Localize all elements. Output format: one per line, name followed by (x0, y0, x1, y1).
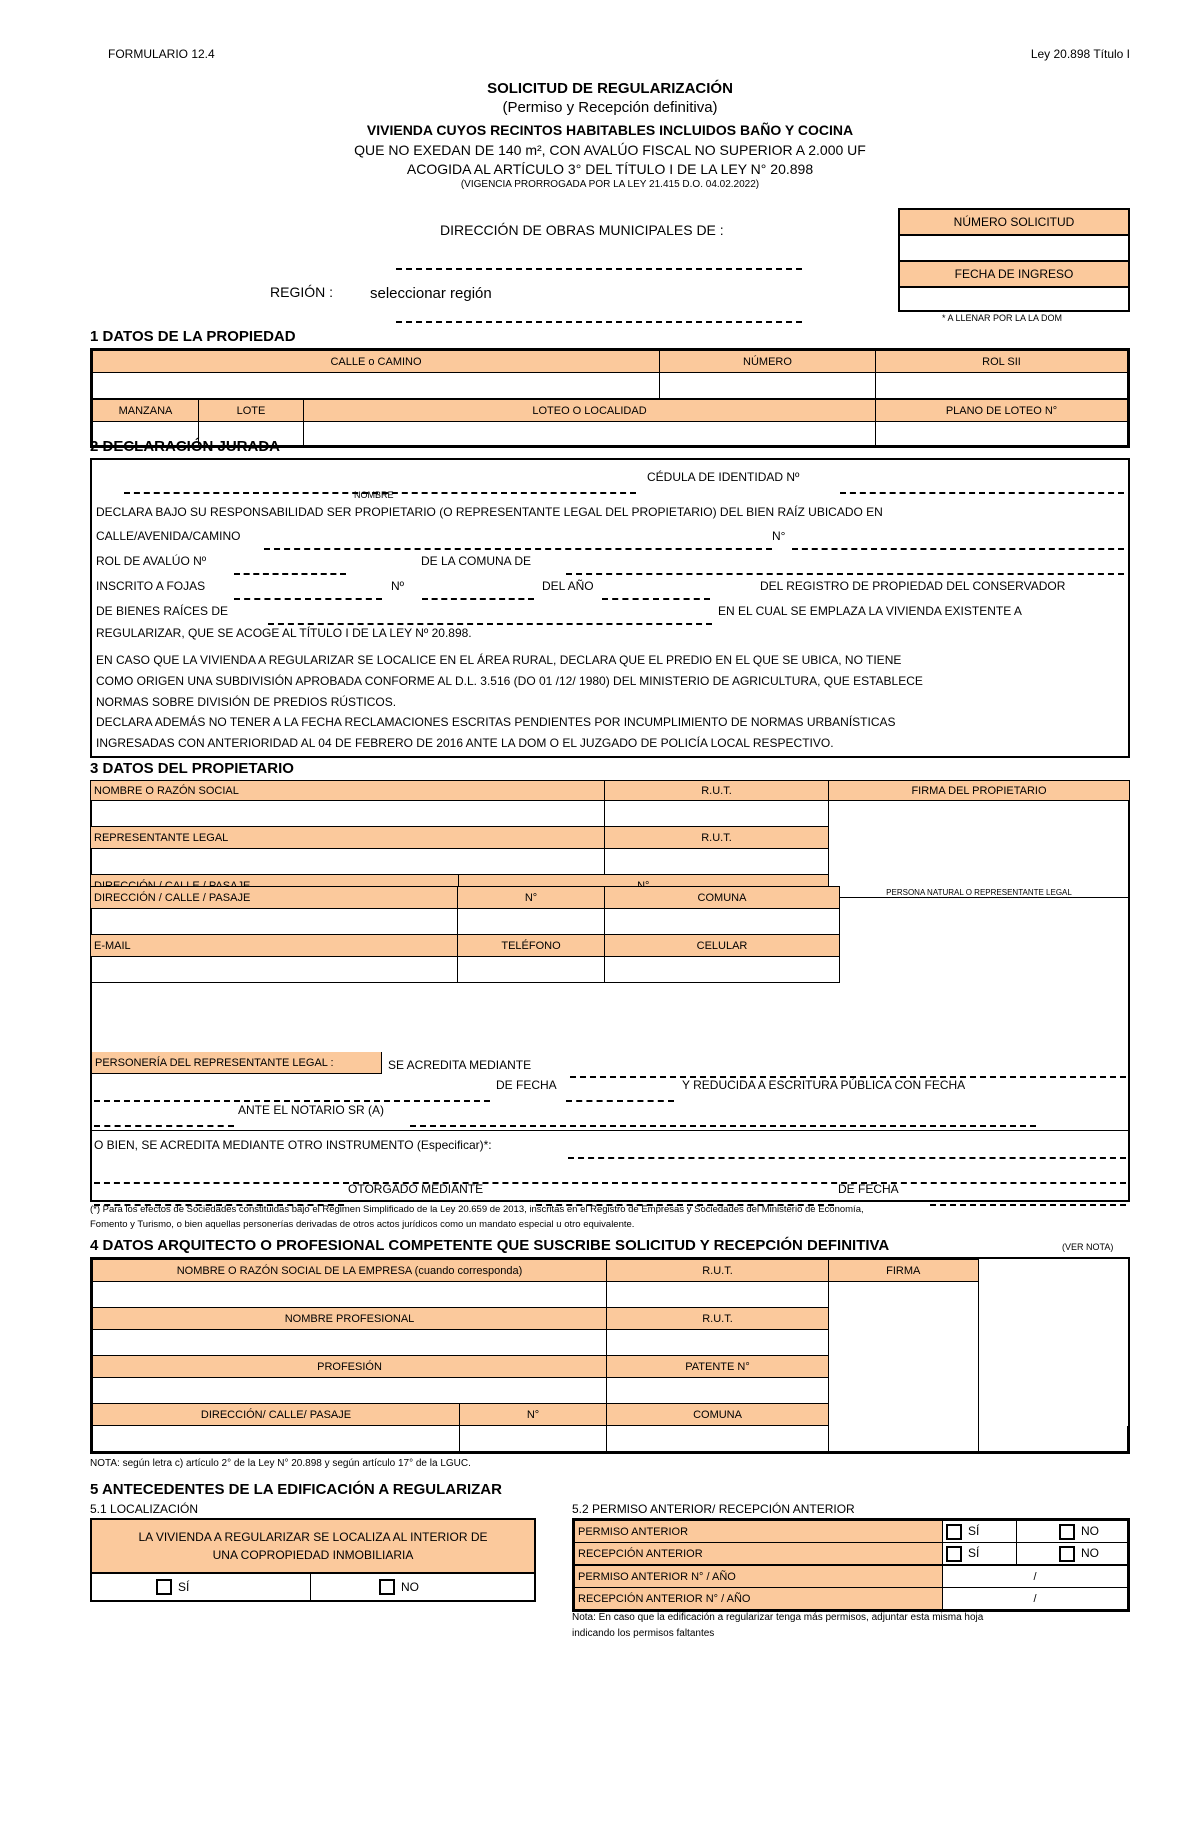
permiso-box (572, 1518, 1130, 1612)
celular-header: CELULAR (605, 935, 840, 957)
fojas-line[interactable] (234, 586, 382, 600)
personeria-doc-line[interactable] (94, 1088, 490, 1102)
inscrito-no-label: Nº (391, 579, 405, 593)
numero-field[interactable] (660, 373, 876, 399)
rural-line-1: EN CASO QUE LA VIVIENDA A REGULARIZAR SE LOCALICE EN EL ÁREA RURAL, DECLARA QUE EL PREDIO EN EL QUE SE UBICA, NO TIENE (96, 653, 902, 667)
nombre-label: NOMBRE (354, 490, 394, 500)
dj-no-label: N° (772, 529, 786, 543)
numero-solicitud-field[interactable] (900, 236, 1128, 262)
calle-label: CALLE/AVENIDA/CAMINO (96, 529, 241, 543)
numero-header: NÚMERO (660, 351, 876, 373)
owner-note-line-1: (*) Para los efectos de Sociedades constituidas bajo el Régimen Simplificado de la Ley 20.659 de 2013, inscritas en el Registro de Empresas y Sociedades del Ministerio de Economía, (90, 1204, 864, 1215)
localizacion-si-label: SÍ (178, 1580, 190, 1594)
permiso-slash: / (1033, 1570, 1037, 1583)
permiso-note (572, 1610, 983, 1642)
repr-rut-header: R.U.T. (605, 827, 829, 849)
obien-line[interactable] (568, 1145, 1126, 1159)
anio-label: DEL AÑO (542, 579, 594, 593)
section-5-title: 5 ANTECEDENTES DE LA EDIFICACIÓN A REGULARIZAR (90, 1481, 502, 1498)
section-2-title: 2 DECLARACIÓN JURADA (90, 438, 281, 455)
regularizar-text: REGULARIZAR, QUE SE ACOGE AL TÍTULO I DE LA LEY Nº 20.898. (96, 626, 472, 640)
title-block (90, 80, 1130, 190)
localizacion-no-checkbox[interactable] (379, 1579, 395, 1595)
section-3-title: 3 DATOS DEL PROPIETARIO (90, 760, 294, 777)
dir-comuna-field[interactable] (605, 909, 840, 935)
telefono-field[interactable] (458, 957, 605, 983)
dom-label: DIRECCIÓN DE OBRAS MUNICIPALES DE : (440, 222, 724, 238)
escritura-fecha-line[interactable] (94, 1113, 234, 1127)
localizacion-no-label: NO (401, 1580, 419, 1594)
title-line-4: QUE NO EXEDAN DE 140 m², CON AVALÚO FISCAL NO SUPERIOR A 2.000 UF (354, 142, 866, 158)
permiso-si-checkbox[interactable] (946, 1524, 962, 1540)
title-line-3: VIVIENDA CUYOS RECINTOS HABITABLES INCLUIDOS BAÑO Y COCINA (366, 122, 854, 138)
acredita-label: SE ACREDITA MEDIANTE (388, 1058, 532, 1072)
recepcion-si-option[interactable] (943, 1543, 1017, 1565)
architect-note: NOTA: según letra c) artículo 2° de la Ley N° 20.898 y según artículo 17° de la LGUC. (90, 1458, 471, 1469)
acredita-line[interactable] (570, 1064, 1126, 1078)
bienes-label: DE BIENES RAÍCES DE (96, 604, 229, 618)
reclamaciones-line-2: INGRESADAS CON ANTERIORIDAD AL 04 DE FEBRERO DE 2016 ANTE LA DOM O EL JUZGADO DE POLICÍA LOCAL RESPECTIVO. (96, 736, 834, 750)
cedula-line[interactable] (840, 480, 1124, 494)
obien-label: O BIEN, SE ACREDITA MEDIANTE OTRO INSTRUMENTO (Especificar)*: (94, 1138, 492, 1152)
dir-no-header: N° (458, 887, 605, 909)
calle-header: CALLE o CAMINO (93, 351, 660, 373)
inscrito-label: INSCRITO A FOJAS (96, 579, 206, 593)
owner-firma-field[interactable] (829, 801, 1130, 898)
permiso-si-option[interactable] (943, 1521, 1017, 1543)
recepcion-si-label: SÍ (968, 1545, 980, 1560)
fecha-ingreso-label: FECHA DE INGRESO (900, 262, 1128, 288)
owner-nombre-field[interactable] (91, 801, 605, 827)
arch-firma-field[interactable] (829, 1282, 978, 1452)
recepcion-numero-label: RECEPCIÓN ANTERIOR N° / AÑO (575, 1588, 943, 1610)
divider (92, 1130, 1128, 1131)
permiso-no-option[interactable] (1017, 1521, 1128, 1543)
reclamaciones-line-1: DECLARA ADEMÁS NO TENER A LA FECHA RECLAMACIONES ESCRITAS PENDIENTES POR INCUMPLIMIENTO DE NORMAS URBANÍSTICAS (96, 715, 896, 729)
arch-firma-tail (978, 1426, 1128, 1452)
numero-solicitud-label: NÚMERO SOLICITUD (900, 210, 1128, 236)
email-field[interactable] (91, 957, 458, 983)
personeria-box (90, 1052, 1130, 1202)
localizacion-si-checkbox[interactable] (156, 1579, 172, 1595)
title-line-5: ACOGIDA AL ARTÍCULO 3° DEL TÍTULO I DE LA LEY N° 20.898 (406, 161, 814, 177)
rural-line-2: COMO ORIGEN UNA SUBDIVISIÓN APROBADA CONFORME AL D.L. 3.516 (DO 01 /12/ 1980) DEL MINISTERIO DE AGRICULTURA, QUE ESTABLECE (96, 674, 923, 688)
official-use-box (898, 208, 1130, 312)
fecha-label: DE FECHA (496, 1078, 557, 1092)
localizacion-line-2: UNA COPROPIEDAD INMOBILIARIA (212, 1548, 414, 1562)
recepcion-si-checkbox[interactable] (946, 1546, 962, 1562)
prof-rut-header: R.U.T. (607, 1308, 829, 1330)
ver-nota: (VER NOTA) (1062, 1242, 1114, 1252)
law-reference: Ley 20.898 Título I (1030, 47, 1130, 61)
rural-text (92, 650, 927, 713)
form-subtitle: (Permiso y Recepción definitiva) (502, 99, 718, 116)
patente-header: PATENTE N° (607, 1356, 829, 1378)
localizacion-box (90, 1518, 536, 1602)
comuna-label: DE LA COMUNA DE (421, 554, 532, 568)
registro-label: DEL REGISTRO DE PROPIEDAD DEL CONSERVADOR (760, 579, 1066, 593)
arch-rut-header: R.U.T. (607, 1260, 829, 1282)
profesional-header: NOMBRE PROFESIONAL (93, 1308, 607, 1330)
rural-line-3: NORMAS SOBRE DIVISIÓN DE PREDIOS RÚSTICOS. (96, 695, 397, 709)
plano-field[interactable] (876, 422, 1128, 446)
localizacion-line-1: LA VIVIENDA A REGULARIZAR SE LOCALIZA AL INTERIOR DE (138, 1530, 488, 1544)
direccion-header: DIRECCIÓN / CALLE / PASAJE (91, 887, 458, 909)
manzana-header: MANZANA (93, 400, 199, 422)
lote-header: LOTE (199, 400, 304, 422)
localizacion-si-option[interactable] (92, 1574, 311, 1600)
owner-note-line-2: Fomento y Turismo, o bien aquellas personerías derivadas de otros actos jurídicos como un mandato especial u otro equivalente. (90, 1219, 635, 1230)
permiso-no-checkbox[interactable] (1059, 1524, 1075, 1540)
declaration-box (90, 458, 1130, 758)
localizacion-text (92, 1520, 534, 1574)
profesion-header: PROFESIÓN (93, 1356, 607, 1378)
arch-direccion-field[interactable] (93, 1426, 460, 1452)
plano-header: PLANO DE LOTEO N° (876, 400, 1128, 422)
architect-box (90, 1257, 1130, 1454)
notario-line[interactable] (410, 1113, 1036, 1127)
permiso-numero-label: PERMISO ANTERIOR N° / AÑO (575, 1566, 943, 1588)
permiso-title: 5.2 PERMISO ANTERIOR/ RECEPCIÓN ANTERIOR (572, 1502, 855, 1516)
repr-header: REPRESENTANTE LEGAL (91, 827, 605, 849)
fecha-line[interactable] (566, 1088, 674, 1102)
localizacion-no-option[interactable] (311, 1574, 534, 1600)
reclamaciones-text (92, 712, 900, 754)
empresa-field[interactable] (93, 1282, 607, 1308)
comuna-line[interactable] (566, 561, 1124, 575)
recepcion-slash: / (1033, 1592, 1037, 1605)
rol-field[interactable] (876, 373, 1128, 399)
dj-calle-line[interactable] (264, 536, 772, 550)
dj-no-line[interactable] (792, 536, 1124, 550)
owner-rut-header: R.U.T. (605, 781, 829, 801)
dom-input-line[interactable] (396, 256, 802, 270)
arch-rut-field[interactable] (607, 1282, 829, 1308)
rol-avaluo-line[interactable] (234, 561, 346, 575)
owner-rut-field[interactable] (605, 801, 829, 827)
repr-rut-field[interactable] (605, 849, 829, 875)
repr-field[interactable] (91, 849, 605, 875)
recepcion-numero-field[interactable] (943, 1588, 1128, 1610)
section-4-title: 4 DATOS ARQUITECTO O PROFESIONAL COMPETENTE QUE SUSCRIBE SOLICITUD Y RECEPCIÓN DEFINITIVA (90, 1237, 890, 1254)
recepcion-no-checkbox[interactable] (1059, 1546, 1075, 1562)
owner-nombre-header: NOMBRE O RAZÓN SOCIAL (91, 781, 605, 801)
patente-field[interactable] (607, 1378, 829, 1404)
anio-line[interactable] (602, 586, 710, 600)
reducida-label: Y REDUCIDA A ESCRITURA PÚBLICA CON FECHA (682, 1078, 966, 1092)
owner-note (90, 1202, 1130, 1232)
dir-comuna-header: COMUNA (605, 887, 840, 909)
arch-firma-header: FIRMA (829, 1260, 978, 1282)
profesional-field[interactable] (93, 1330, 607, 1356)
permiso-si-label: SÍ (968, 1523, 980, 1538)
fecha-ingreso-field[interactable] (900, 288, 1128, 314)
recepcion-anterior-label: RECEPCIÓN ANTERIOR (575, 1543, 943, 1565)
recepcion-no-option[interactable] (1017, 1543, 1128, 1565)
inscrito-no-line[interactable] (422, 586, 534, 600)
dir-no-field[interactable] (458, 909, 605, 935)
loteo-header: LOTEO O LOCALIDAD (304, 400, 876, 422)
localizacion-options (92, 1574, 534, 1600)
fecha2-label: DE FECHA (838, 1182, 899, 1196)
owner-firma-header: FIRMA DEL PROPIETARIO (829, 781, 1130, 801)
arch-direccion-header: DIRECCIÓN/ CALLE/ PASAJE (93, 1404, 460, 1426)
otorgado-label: OTORGADO MEDIANTE (348, 1182, 484, 1196)
localizacion-title: 5.1 LOCALIZACIÓN (90, 1502, 199, 1516)
email-header: E-MAIL (91, 935, 458, 957)
permiso-numero-field[interactable] (943, 1566, 1128, 1588)
notario-label: ANTE EL NOTARIO SR (A) (238, 1103, 385, 1117)
persona-label: PERSONA NATURAL O REPRESENTANTE LEGAL (886, 888, 1072, 897)
prof-rut-field[interactable] (607, 1330, 829, 1356)
cedula-label: CÉDULA DE IDENTIDAD Nº (647, 470, 800, 484)
arch-no-header: N° (460, 1404, 607, 1426)
rol-avaluo-label: ROL DE AVALÚO Nº (96, 554, 207, 568)
telefono-header: TELÉFONO (458, 935, 605, 957)
dom-note: * A LLENAR POR LA LA DOM (942, 313, 1063, 323)
form-title: SOLICITUD DE REGULARIZACIÓN (487, 80, 733, 97)
empresa-header: NOMBRE O RAZÓN SOCIAL DE LA EMPRESA (cuando corresponda) (93, 1260, 607, 1282)
arch-no-field[interactable] (460, 1426, 607, 1452)
permiso-anterior-label: PERMISO ANTERIOR (575, 1521, 943, 1543)
region-label: REGIÓN : (270, 284, 334, 300)
property-table (90, 348, 1130, 448)
title-line-6: (VIGENCIA PRORROGADA POR LA LEY 21.415 D.O. 04.02.2022) (460, 179, 760, 190)
permiso-note-line-2: indicando los permisos faltantes (572, 1628, 715, 1639)
instrumento-line[interactable] (94, 1170, 1126, 1184)
rol-header: ROL SII (876, 351, 1128, 373)
permiso-note-line-1: Nota: En caso que la edificación a regularizar tenga más permisos, adjuntar esta misma hoja (572, 1612, 984, 1623)
permiso-no-label: NO (1081, 1523, 1099, 1538)
arch-comuna-header: COMUNA (607, 1404, 829, 1426)
arch-comuna-field[interactable] (607, 1426, 829, 1452)
recepcion-no-label: NO (1081, 1545, 1099, 1560)
celular-field[interactable] (605, 957, 840, 983)
profesion-field[interactable] (93, 1378, 607, 1404)
region-line (396, 309, 802, 323)
region-select[interactable]: seleccionar región (370, 285, 492, 302)
calle-field[interactable] (93, 373, 660, 399)
emplaza-text: EN EL CUAL SE EMPLAZA LA VIVIENDA EXISTENTE A (718, 604, 1022, 618)
form-code: FORMULARIO 12.4 (108, 47, 215, 61)
loteo-field[interactable] (304, 422, 876, 446)
personeria-label: PERSONERÍA DEL REPRESENTANTE LEGAL : (92, 1052, 382, 1074)
section-1-title: 1 DATOS DE LA PROPIEDAD (90, 328, 296, 345)
direccion-field[interactable] (91, 909, 458, 935)
declara-text: DECLARA BAJO SU RESPONSABILIDAD SER PROPIETARIO (O REPRESENTANTE LEGAL DEL PROPIETARIO) DEL BIEN RAÍZ UBICADO EN (96, 505, 883, 519)
